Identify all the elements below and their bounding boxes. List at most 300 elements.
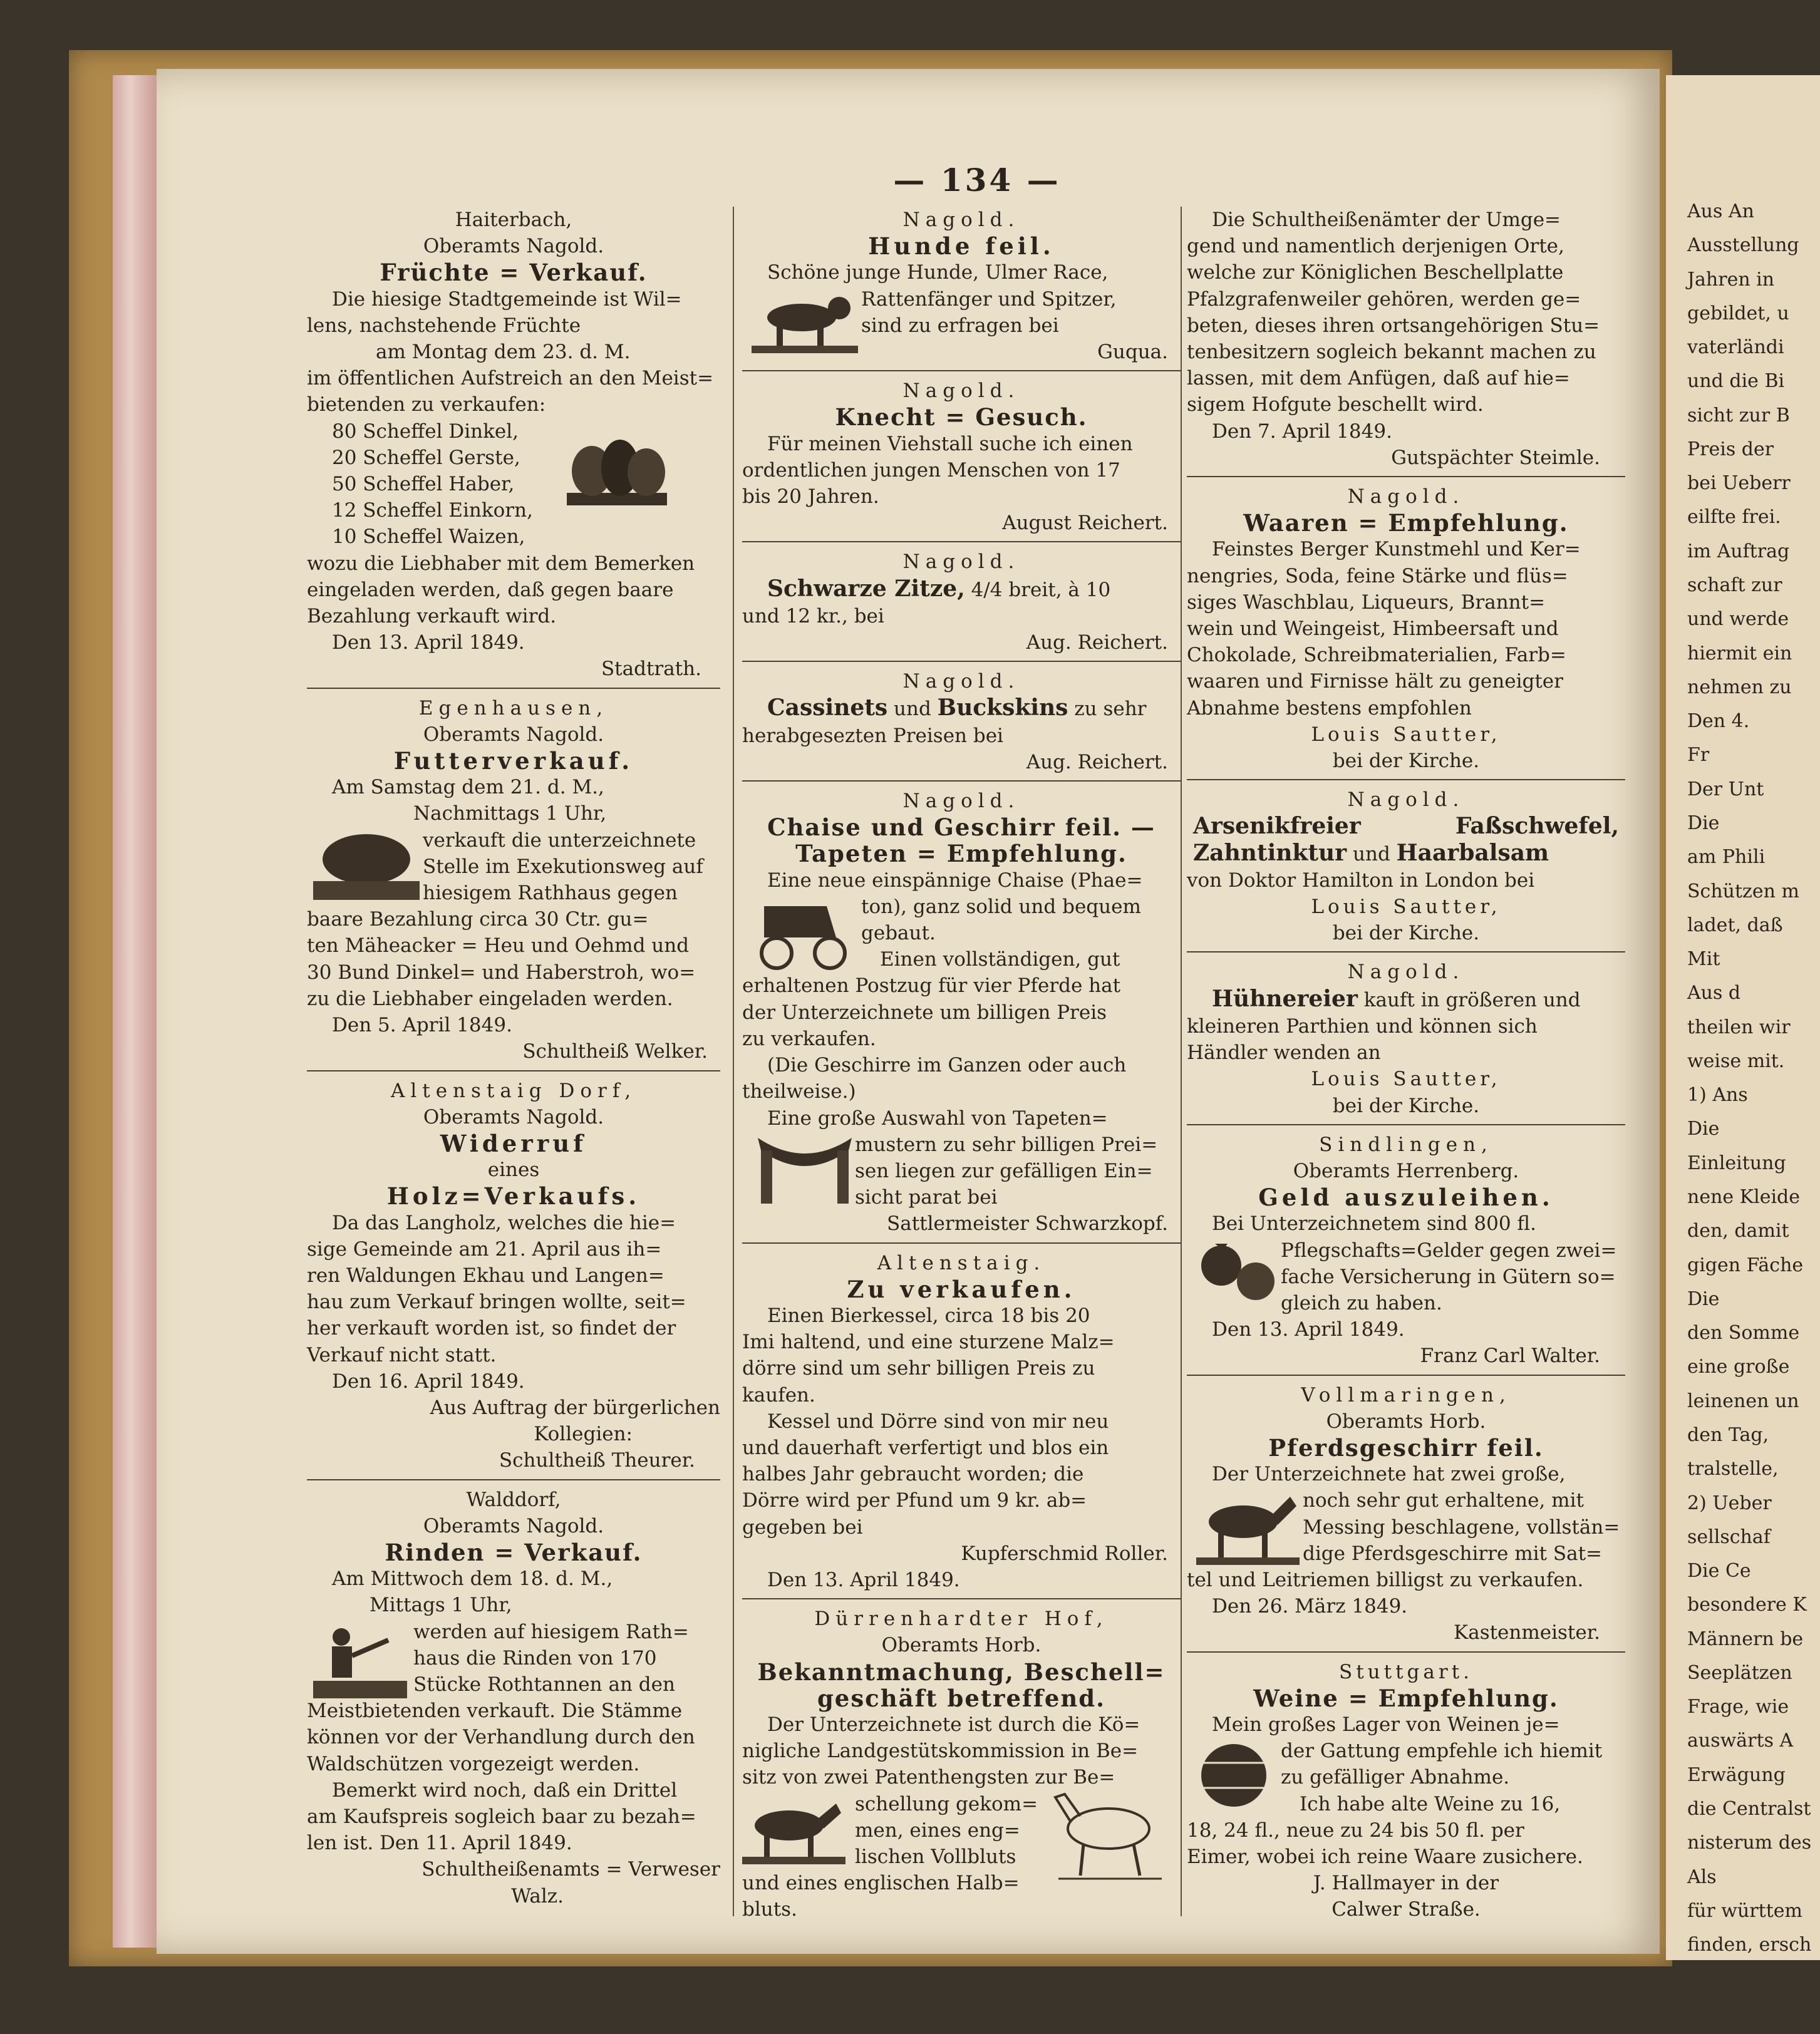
facing-page-line: den Tag, bbox=[1687, 1423, 1769, 1446]
ad-text: gegeben bei bbox=[742, 1515, 863, 1539]
dog-icon bbox=[752, 286, 858, 355]
facing-page-line: im Auftrag bbox=[1687, 540, 1790, 562]
ad-text: baare Bezahlung circa 30 Ctr. gu= bbox=[307, 908, 649, 931]
grain-item: 12 Scheffel Einkorn, bbox=[332, 499, 533, 522]
ad-text: bietenden zu verkaufen: bbox=[307, 393, 546, 416]
column-3 bbox=[1187, 207, 1625, 1923]
ad-text: Am Mittwoch dem 18. d. M., bbox=[332, 1567, 613, 1591]
ad-separator bbox=[307, 1070, 720, 1071]
ad-zitze bbox=[742, 549, 1181, 656]
ad-separator bbox=[1187, 951, 1625, 952]
ad-text: Die Schultheißenämter der Umge= bbox=[1212, 209, 1561, 231]
ad-text: lens, nachstehende Früchte bbox=[307, 314, 581, 337]
facing-page-line: hiermit ein bbox=[1687, 642, 1792, 664]
facing-page-line: Schützen m bbox=[1687, 880, 1799, 902]
facing-page-line: sicht zur B bbox=[1687, 404, 1790, 426]
ad-title: Cassinets bbox=[767, 694, 888, 721]
ad-place: Vollmaringen, bbox=[1301, 1383, 1511, 1407]
ad-text: Eine große Auswahl von Tapeten= bbox=[767, 1107, 1108, 1130]
ad-text: Pfalzgrafenweiler gehören, werden ge= bbox=[1187, 287, 1581, 311]
ad-signature: bei der Kirche. bbox=[1332, 1094, 1480, 1117]
ad-text: len ist. Den 11. April 1849. bbox=[307, 1832, 572, 1855]
harness-horse-icon bbox=[1193, 1487, 1303, 1569]
facing-page-line: Die bbox=[1687, 812, 1720, 834]
ad-title: Rinden = Verkauf. bbox=[385, 1538, 643, 1566]
ad-title: Widerruf bbox=[440, 1129, 587, 1157]
ad-separator bbox=[742, 370, 1181, 371]
facing-page-line: tralstelle, bbox=[1687, 1458, 1779, 1480]
ad-signature: J. Hallmayer in der bbox=[1313, 1872, 1499, 1895]
facing-page-line: Aus d bbox=[1687, 982, 1741, 1004]
bark-block bbox=[307, 1619, 720, 1698]
ad-text: herabgesezten Preisen bei bbox=[742, 724, 1003, 747]
ad-sindlingen bbox=[1187, 1132, 1625, 1370]
ad-text: Waldschützen vorgezeigt werden. bbox=[307, 1752, 640, 1775]
ad-separator bbox=[307, 1479, 720, 1480]
facing-page-line: Seeplätzen bbox=[1687, 1661, 1792, 1684]
ad-separator bbox=[742, 1598, 1181, 1599]
facing-page-line: eilfte frei. bbox=[1687, 506, 1781, 529]
ad-text: mustern zu sehr billigen Prei= bbox=[855, 1133, 1158, 1156]
facing-page-line: besondere K bbox=[1687, 1594, 1807, 1616]
ad-text: am Kaufspreis sogleich baar zu bezah= bbox=[307, 1805, 696, 1828]
ad-text: (Die Geschirre im Ganzen oder auch bbox=[767, 1054, 1127, 1077]
ad-district: Oberamts Nagold. bbox=[423, 1514, 604, 1537]
ad-district: Oberamts Nagold. bbox=[423, 235, 604, 258]
ad-text: dörre sind um sehr billigen Preis zu bbox=[742, 1357, 1095, 1380]
ad-text: sen liegen zur gefälligen Ein= bbox=[855, 1159, 1153, 1182]
ad-place: Walddorf, bbox=[466, 1488, 561, 1511]
ad-text: Die hiesige Stadtgemeinde ist Wil= bbox=[332, 287, 682, 311]
ad-text: eines bbox=[487, 1159, 540, 1182]
ad-title: Früchte = Verkauf. bbox=[380, 259, 648, 287]
ad-title: Bekanntmachung, Beschell= bbox=[757, 1658, 1166, 1686]
ad-text: Verkauf nicht statt. bbox=[307, 1343, 497, 1366]
ad-text: beten, dieses ihren ortsangehörigen Stu= bbox=[1187, 314, 1600, 337]
ad-separator bbox=[742, 661, 1181, 662]
ad-text: 30 Bund Dinkel= und Haberstroh, wo= bbox=[307, 961, 696, 984]
ad-text: Rattenfänger und Spitzer, bbox=[861, 287, 1117, 311]
ad-text: lischen Vollbluts bbox=[855, 1845, 1016, 1868]
facing-page-line: Einleitung bbox=[1687, 1152, 1786, 1174]
ad-knecht bbox=[742, 378, 1181, 536]
ad-text: Stücke Rothtannen an den bbox=[413, 1673, 675, 1696]
ad-signature: August Reichert. bbox=[1002, 512, 1168, 535]
ad-text: sitz von zwei Patenthengsten zur Be= bbox=[742, 1766, 1115, 1789]
ad-text: Chokolade, Schreibmaterialien, Farb= bbox=[1187, 644, 1566, 667]
ad-text: im öffentlichen Aufstreich an den Meist= bbox=[307, 367, 714, 390]
ad-stuttgart bbox=[1187, 1659, 1625, 1923]
ad-place: Dürrenhardter Hof, bbox=[814, 1608, 1109, 1631]
ad-district: Oberamts Nagold. bbox=[423, 723, 604, 746]
ad-text: Bezahlung verkauft wird. bbox=[307, 605, 557, 628]
ad-text: am Montag dem 23. d. M. bbox=[376, 341, 631, 364]
grain-item: 80 Scheffel Dinkel, bbox=[332, 420, 519, 443]
ad-text: und dauerhaft verfertigt und blos ein bbox=[742, 1436, 1109, 1459]
ad-place: Stuttgart. bbox=[1338, 1660, 1474, 1683]
ad-text: dige Pferdsgeschirre mit Sat= bbox=[1303, 1542, 1603, 1565]
ad-text: noch sehr gut erhaltene, mit bbox=[1303, 1489, 1584, 1512]
dog-block bbox=[742, 286, 1181, 366]
ad-altenstaig-kessel bbox=[742, 1250, 1181, 1594]
ad-signature: Guqua. bbox=[1097, 341, 1168, 364]
facing-page-line: theilen wir bbox=[1687, 1016, 1791, 1038]
ad-text: halbes Jahr gebraucht worden; die bbox=[742, 1463, 1084, 1486]
ad-title: geschäft betreffend. bbox=[817, 1684, 1106, 1712]
ad-text: eingeladen werden, daß gegen baare bbox=[307, 578, 674, 601]
column-rule bbox=[1181, 207, 1182, 1916]
ad-duerrenhardter-hof bbox=[742, 1606, 1181, 1923]
ad-district: Oberamts Herrenberg. bbox=[1293, 1159, 1519, 1182]
ad-text: ren Waldungen Ekhau und Langen= bbox=[307, 1264, 664, 1287]
ad-separator bbox=[1187, 779, 1625, 780]
ad-signature: Calwer Straße. bbox=[1331, 1898, 1481, 1921]
facing-page-line: vaterländi bbox=[1687, 336, 1784, 359]
facing-page-line: ladet, daß bbox=[1687, 914, 1783, 936]
ad-text: Messing beschlagene, vollstän= bbox=[1303, 1515, 1620, 1539]
facing-page-line: Mit bbox=[1687, 948, 1720, 971]
ad-place: Haiterbach, bbox=[455, 209, 572, 231]
ad-text: tenbesitzern sogleich bekannt machen zu bbox=[1187, 341, 1596, 364]
ad-signature: Louis Sautter, bbox=[1311, 723, 1501, 746]
ad-title: Zu verkaufen. bbox=[847, 1275, 1076, 1303]
ad-text: Feinstes Berger Kunstmehl und Ker= bbox=[1212, 538, 1581, 561]
ad-text: sigem Hofgute beschellt wird. bbox=[1187, 393, 1484, 416]
ad-signature: Kupferschmid Roller. bbox=[961, 1542, 1168, 1565]
ad-text: bluts. bbox=[742, 1897, 797, 1921]
ad-vollmaringen bbox=[1187, 1382, 1625, 1646]
facing-page-line: Als bbox=[1687, 1866, 1717, 1888]
ad-text: zu die Liebhaber eingeladen werden. bbox=[307, 987, 673, 1010]
ad-place: Altenstaig Dorf, bbox=[390, 1079, 637, 1102]
ad-date: Den 13. April 1849. bbox=[1212, 1318, 1405, 1341]
ad-text: wozu die Liebhaber mit dem Bemerken bbox=[307, 552, 695, 575]
ad-text: ten Mäheacker = Heu und Oehmd und bbox=[307, 934, 690, 958]
grain-item: 20 Scheffel Gerste, bbox=[332, 446, 520, 469]
facing-page-line: Fr bbox=[1687, 744, 1710, 767]
ad-text: 18, 24 fl., neue zu 24 bis 50 fl. per bbox=[1187, 1819, 1524, 1842]
ad-title: Haarbalsam bbox=[1396, 839, 1549, 866]
ad-text: Bei Unterzeichnetem sind 800 fl. bbox=[1212, 1212, 1536, 1236]
facing-page-line: und werde bbox=[1687, 608, 1789, 631]
facing-page-line: für württem bbox=[1687, 1899, 1802, 1922]
carriage-block bbox=[742, 894, 1181, 973]
facing-page-line: Jahren in bbox=[1687, 268, 1775, 291]
ad-place: Nagold. bbox=[902, 209, 1020, 231]
facing-page-line: eine große bbox=[1687, 1356, 1790, 1378]
ad-text: sicht parat bei bbox=[855, 1186, 998, 1209]
ad-arsenik bbox=[1187, 787, 1625, 946]
ad-text: Kessel und Dörre sind von mir neu bbox=[767, 1410, 1109, 1433]
ad-signature: Gutspächter Steimle. bbox=[1391, 446, 1600, 469]
ad-title: Arsenikfreier bbox=[1193, 813, 1361, 840]
ad-text: sige Gemeinde am 21. April aus ih= bbox=[307, 1237, 662, 1261]
money-bags-icon bbox=[1193, 1237, 1287, 1313]
ad-signature: Sattlermeister Schwarzkopf. bbox=[886, 1212, 1168, 1236]
ad-signature: bei der Kirche. bbox=[1332, 750, 1480, 773]
ad-text: und eines englischen Halb= bbox=[742, 1871, 1020, 1894]
ad-egenhausen bbox=[307, 695, 720, 1065]
ad-signature: Franz Carl Walter. bbox=[1420, 1345, 1600, 1368]
ad-text: Stelle im Exekutionsweg auf bbox=[423, 855, 703, 878]
ad-title: Knecht = Gesuch. bbox=[835, 403, 1088, 431]
ad-huehnereier bbox=[1187, 959, 1625, 1118]
ad-date: Den 16. April 1849. bbox=[332, 1370, 525, 1393]
page-number: — 134 — bbox=[893, 162, 1061, 199]
facing-page-line: Ausstellung bbox=[1687, 234, 1799, 257]
ad-text: Pflegschafts=Gelder gegen zwei= bbox=[1281, 1239, 1617, 1262]
facing-page-line: Den 4. bbox=[1687, 710, 1750, 733]
facing-page-line: finden, ersch bbox=[1687, 1934, 1812, 1956]
ad-text: lassen, mit dem Anfügen, daß auf hie= bbox=[1187, 367, 1570, 390]
ad-text: zu gefälliger Abnahme. bbox=[1281, 1766, 1510, 1789]
ad-text: zu verkaufen. bbox=[742, 1027, 876, 1050]
ad-place: Nagold. bbox=[902, 670, 1020, 693]
ad-signature: Aus Auftrag der bürgerlichen bbox=[430, 1396, 720, 1419]
ad-text: fache Versicherung in Gütern so= bbox=[1281, 1265, 1616, 1288]
ad-text: werden auf hiesigem Rath= bbox=[413, 1620, 689, 1643]
facing-page-line: Die bbox=[1687, 1118, 1720, 1140]
ad-text: welche zur Königlichen Beschellplatte bbox=[1187, 261, 1564, 284]
ad-beschellung-continued bbox=[1187, 207, 1625, 471]
ad-text: Der Unterzeichnete hat zwei große, bbox=[1212, 1463, 1566, 1486]
haystack-icon bbox=[307, 831, 426, 906]
ad-text: nengries, Soda, feine Stärke und flüs= bbox=[1187, 564, 1568, 587]
facing-page-line: Preis der bbox=[1687, 438, 1774, 460]
ad-signature: Aug. Reichert. bbox=[1026, 750, 1168, 773]
facing-page-fragment bbox=[1666, 75, 1820, 1960]
horses-block bbox=[742, 1791, 1181, 1870]
ad-text: Nachmittags 1 Uhr, bbox=[413, 802, 607, 825]
ad-text: der Unterzeichnete um billigen Preis bbox=[742, 1001, 1107, 1024]
ad-signature: Aug. Reichert. bbox=[1026, 631, 1168, 654]
ad-text: und bbox=[1347, 842, 1397, 865]
ad-text: und bbox=[887, 698, 938, 721]
ad-signature: Schultheißenamts = Verweser bbox=[421, 1858, 720, 1881]
ad-place: Nagold. bbox=[1347, 788, 1465, 812]
ad-text: Imi haltend, und eine sturzene Malz= bbox=[742, 1331, 1115, 1354]
ad-text: ton), ganz solid und bequem bbox=[861, 895, 1141, 918]
ad-date: Den 26. März 1849. bbox=[1212, 1595, 1408, 1618]
ad-signature: bei der Kirche. bbox=[1332, 922, 1480, 945]
ad-chaise bbox=[742, 788, 1181, 1237]
ad-title: Holz=Verkaufs. bbox=[386, 1182, 641, 1211]
ad-separator bbox=[1187, 1375, 1625, 1376]
ad-district: Oberamts Nagold. bbox=[423, 1105, 604, 1128]
ad-text: men, eines eng= bbox=[855, 1819, 1020, 1842]
ad-text: bis 20 Jahren. bbox=[742, 485, 879, 508]
ad-text: Abnahme bestens empfohlen bbox=[1187, 696, 1472, 720]
facing-page-line: Die Ce bbox=[1687, 1560, 1751, 1582]
money-block bbox=[1187, 1237, 1625, 1317]
ad-text: erhaltenen Postzug für vier Pferde hat bbox=[742, 974, 1121, 998]
facing-page-line: sellschaf bbox=[1687, 1526, 1771, 1548]
ad-cassinets bbox=[742, 668, 1181, 775]
ad-place: Altenstaig. bbox=[877, 1251, 1046, 1274]
facing-page-line: nehmen zu bbox=[1687, 676, 1792, 698]
ad-date: Den 7. April 1849. bbox=[1212, 420, 1392, 443]
ad-text: hau zum Verkauf bringen wollte, seit= bbox=[307, 1291, 686, 1314]
ad-altenstaig-dorf bbox=[307, 1078, 720, 1474]
grain-item: 50 Scheffel Haber, bbox=[332, 473, 515, 496]
ad-separator bbox=[1187, 476, 1625, 477]
ad-title: Tapeten = Empfehlung. bbox=[795, 840, 1127, 868]
facing-page-line: Der Unt bbox=[1687, 778, 1764, 800]
ad-signature: Kastenmeister. bbox=[1454, 1621, 1600, 1644]
ad-signature: Schultheiß Welker. bbox=[522, 1040, 708, 1063]
ad-text: gleich zu haben. bbox=[1281, 1291, 1442, 1314]
facing-page-line: weise mit. bbox=[1687, 1050, 1785, 1072]
ad-text: schellung gekom= bbox=[855, 1792, 1038, 1815]
grain-list bbox=[307, 418, 720, 550]
ad-date: Den 5. April 1849. bbox=[332, 1014, 512, 1037]
facing-page-line: auswärts A bbox=[1687, 1730, 1794, 1752]
ad-hunde bbox=[742, 207, 1181, 365]
facing-page-line: nene Kleide bbox=[1687, 1186, 1800, 1209]
ad-text: waaren und Firnisse hält zu geneigter bbox=[1187, 670, 1563, 693]
ad-text: 4/4 breit, à 10 bbox=[964, 578, 1111, 601]
ad-text: Der Unterzeichnete ist durch die Kö= bbox=[767, 1713, 1140, 1736]
ad-district: Oberamts Horb. bbox=[881, 1634, 1042, 1657]
ad-text: Meistbietenden verkauft. Die Stämme bbox=[307, 1700, 683, 1723]
page-edge-stripe bbox=[113, 75, 157, 1948]
ad-title: Waaren = Empfehlung. bbox=[1243, 509, 1569, 537]
ad-place: Sindlingen, bbox=[1319, 1133, 1493, 1156]
ad-place: Nagold. bbox=[902, 550, 1020, 574]
ad-title: Chaise und Geschirr feil. — bbox=[767, 813, 1156, 842]
ad-signature: Schultheiß Theurer. bbox=[499, 1449, 695, 1472]
facing-page-line: leinenen un bbox=[1687, 1390, 1799, 1412]
woodcutter-icon bbox=[307, 1621, 413, 1703]
ad-title: Zahntinktur bbox=[1193, 839, 1347, 866]
ad-separator bbox=[1187, 1124, 1625, 1125]
ad-date: Den 13. April 1849. bbox=[332, 631, 525, 654]
ad-text: Bemerkt wird noch, daß ein Drittel bbox=[332, 1778, 678, 1802]
ad-text: und 12 kr., bei bbox=[742, 604, 884, 627]
facing-page-line: bei Ueberr bbox=[1687, 472, 1791, 495]
ad-text: verkauft die unterzeichnete bbox=[423, 829, 696, 852]
hay-block bbox=[307, 827, 720, 907]
ad-title: Schwarze Zitze, bbox=[767, 575, 965, 602]
ad-text: ordentlichen jungen Menschen von 17 bbox=[742, 458, 1120, 482]
ad-text: hiesigem Rathhaus gegen bbox=[423, 882, 678, 905]
ad-title: Hühnereier bbox=[1212, 985, 1358, 1012]
harness-block bbox=[1187, 1487, 1625, 1567]
carriage-icon bbox=[752, 894, 855, 972]
ad-signature: Louis Sautter, bbox=[1311, 1068, 1501, 1091]
ad-haiterbach bbox=[307, 207, 720, 683]
ad-separator bbox=[742, 1242, 1181, 1244]
ad-text: Eine neue einspännige Chaise (Phae= bbox=[767, 869, 1143, 892]
ad-text: Einen vollständigen, gut bbox=[880, 948, 1120, 971]
facing-page-line: und die Bi bbox=[1687, 370, 1785, 393]
facing-page-line: die Centralst bbox=[1687, 1798, 1811, 1820]
ad-text: der Gattung empfehle ich hiemit bbox=[1281, 1740, 1603, 1763]
ad-text: Händler wenden an bbox=[1187, 1041, 1381, 1065]
column-rule bbox=[733, 207, 734, 1916]
ad-separator bbox=[307, 688, 720, 689]
facing-page-line: Männern be bbox=[1687, 1628, 1804, 1650]
grain-item: 10 Scheffel Waizen, bbox=[332, 525, 525, 549]
ad-text: Eimer, wobei ich reine Waare zusichere. bbox=[1187, 1845, 1583, 1868]
ad-text: Ich habe alte Weine zu 16, bbox=[1300, 1792, 1561, 1815]
wine-block bbox=[1187, 1738, 1625, 1817]
ad-text: haus die Rinden von 170 bbox=[413, 1646, 657, 1670]
ad-text: Einen Bierkessel, circa 18 bis 20 bbox=[767, 1304, 1090, 1327]
ad-separator bbox=[1187, 1651, 1625, 1653]
ad-text: siges Waschblau, Liqueurs, Brannt= bbox=[1187, 591, 1546, 614]
ad-text: Schöne junge Hunde, Ulmer Race, bbox=[767, 261, 1109, 284]
ad-title: Geld auszuleihen. bbox=[1258, 1184, 1554, 1212]
ad-title: Weine = Empfehlung. bbox=[1253, 1684, 1559, 1712]
facing-page-line: 2) Ueber bbox=[1687, 1492, 1772, 1514]
ad-text: Mittags 1 Uhr, bbox=[370, 1594, 512, 1617]
ad-separator bbox=[742, 541, 1181, 542]
ad-place: Nagold. bbox=[902, 790, 1020, 813]
facing-page-line: den, damit bbox=[1687, 1220, 1789, 1242]
ad-title: Buckskins bbox=[937, 694, 1068, 721]
ad-text: kaufen. bbox=[742, 1383, 815, 1407]
facing-page-line: am Phili bbox=[1687, 846, 1766, 869]
facing-page-line: Frage, wie bbox=[1687, 1696, 1789, 1718]
ad-text: her verkauft worden ist, so findet der bbox=[307, 1317, 676, 1340]
facing-page-line: nisterum des bbox=[1687, 1832, 1812, 1854]
ad-place: Egenhausen, bbox=[418, 696, 609, 720]
ad-text: Für meinen Viehstall suche ich einen bbox=[767, 432, 1133, 455]
ad-text: von Doktor Hamilton in London bei bbox=[1187, 869, 1535, 892]
ad-date: Den 13. April 1849. bbox=[767, 1568, 960, 1591]
facing-page-line: den Somme bbox=[1687, 1322, 1800, 1345]
ad-walddorf bbox=[307, 1487, 720, 1909]
facing-page-line: gebildet, u bbox=[1687, 302, 1789, 324]
ad-title: Faßschwefel, bbox=[1455, 813, 1619, 840]
horse-with-groom-icon bbox=[742, 1791, 845, 1866]
ad-text: gend und namentlich derjenigen Orte, bbox=[1187, 235, 1564, 258]
wine-barrel-icon bbox=[1193, 1738, 1275, 1813]
white-horse-icon bbox=[1046, 1778, 1171, 1885]
ad-text: kleineren Parthien und können sich bbox=[1187, 1014, 1538, 1038]
ad-signature: Kollegien: bbox=[534, 1423, 633, 1446]
facing-page-line: Erwägung bbox=[1687, 1763, 1786, 1786]
ad-separator bbox=[742, 780, 1181, 782]
facing-page-line: Aus An bbox=[1687, 200, 1754, 222]
ad-text: wein und Weingeist, Himbeersaft und bbox=[1187, 617, 1559, 641]
ad-title: Futterverkauf. bbox=[393, 747, 634, 775]
ad-title: Pferdsgeschirr feil. bbox=[1268, 1433, 1544, 1462]
ad-text: Da das Langholz, welches die hie= bbox=[332, 1211, 676, 1234]
ad-text: Mein großes Lager von Weinen je= bbox=[1212, 1713, 1560, 1736]
ad-signature: Stadtrath. bbox=[601, 658, 701, 681]
facing-page-line: schaft zur bbox=[1687, 574, 1782, 597]
ad-text: theilweise.) bbox=[742, 1080, 856, 1103]
ad-signature: Louis Sautter, bbox=[1311, 896, 1501, 919]
facing-page-line: gigen Fäche bbox=[1687, 1254, 1804, 1276]
column-1 bbox=[307, 207, 720, 1909]
ad-district: Oberamts Horb. bbox=[1326, 1410, 1486, 1433]
ad-signature: Walz. bbox=[511, 1884, 564, 1908]
ad-title: Hunde feil. bbox=[868, 232, 1055, 261]
grain-sacks-icon bbox=[564, 433, 670, 508]
ad-place: Nagold. bbox=[1347, 485, 1465, 508]
ad-text: gebaut. bbox=[861, 922, 936, 945]
ad-text: können vor der Verhandlung durch den bbox=[307, 1726, 695, 1749]
ad-waaren bbox=[1187, 483, 1625, 774]
ad-text: sind zu erfragen bei bbox=[861, 314, 1059, 337]
ad-text: kauft in größeren und bbox=[1357, 988, 1581, 1011]
ad-text: zu sehr bbox=[1068, 698, 1147, 721]
ad-text: Am Samstag dem 21. d. M., bbox=[332, 776, 604, 799]
facing-page-line: Die bbox=[1687, 1288, 1720, 1310]
